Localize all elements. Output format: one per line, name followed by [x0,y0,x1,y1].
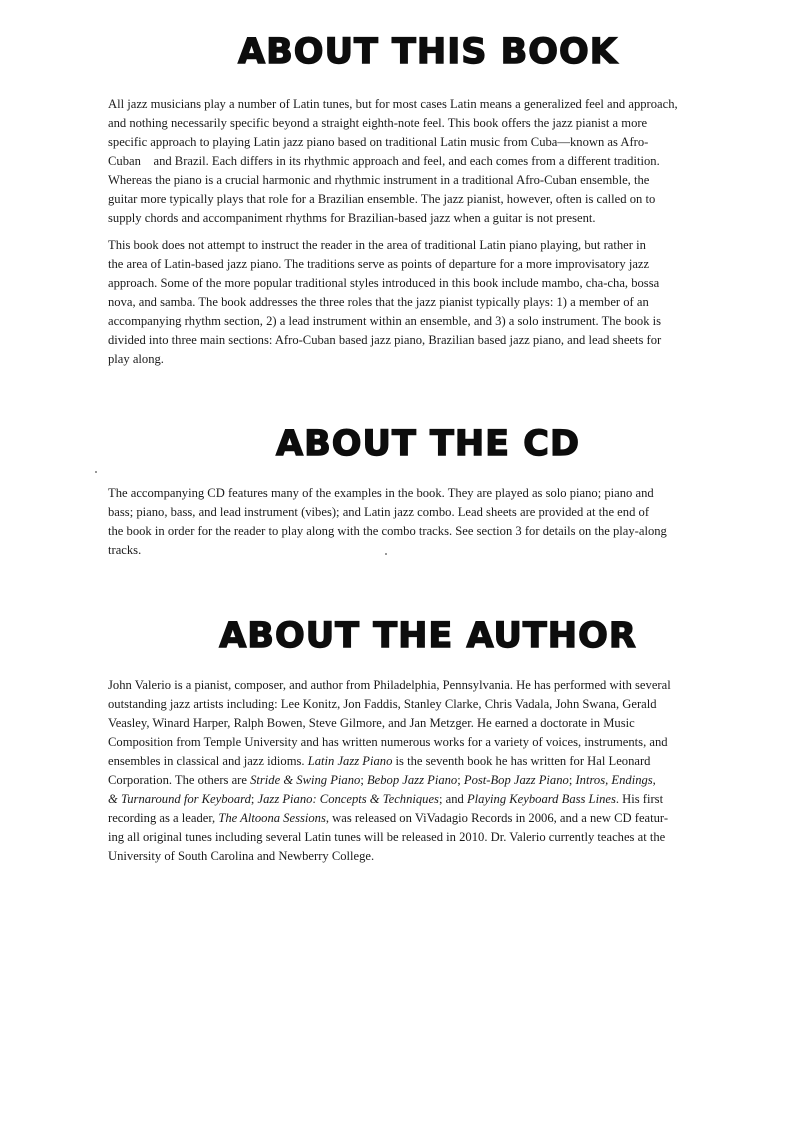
text-line [108,771,748,790]
text-run: ; [568,773,576,787]
text-run: . His first [615,792,664,806]
text-line: This book does not attempt to instruct the reader in the area of traditional Latin piano playing, but rather in [108,238,646,252]
text-line: ing all original tunes including several Latin tunes will be released in 2010. Dr. Valerio currently teaches at the [108,830,666,844]
book-title: Post-Bop Jazz Piano [463,773,569,787]
book-title: Playing Keyboard Bass Lines [466,792,616,806]
scan-speck [95,471,97,473]
text-line: Composition from Temple University and has written numerous works for a variety of voices, instruments, and [108,735,668,749]
text-line: divided into three main sections: Afro-Cuban based jazz piano, Brazilian based jazz piano, and lead sheets for [108,333,662,347]
scan-speck [385,553,387,555]
text-line: Whereas the piano is a crucial harmonic and rhythmic instrument in a traditional Afro-Cuban ensemble, the [108,173,650,187]
book-title: Latin Jazz Piano [307,754,393,768]
text-line [108,790,748,809]
text-line: supply chords and accompaniment rhythms for Brazilian-based jazz when a guitar is not present. [108,211,596,225]
book-title: Intros, Endings, [575,773,656,787]
text-line [108,752,748,771]
about-the-author-section [108,616,748,866]
text-line: All jazz musicians play a number of Latin tunes, but for most cases Latin means a generalized feel and approach, [108,97,678,111]
album-title: The Altoona Sessions [218,811,326,825]
text-run: ; [250,792,258,806]
book-paragraph-1 [108,95,748,228]
about-the-cd-section [108,424,748,560]
author-paragraph [108,676,748,866]
text-run: Corporation. The others are [108,773,251,787]
text-line: specific approach to playing Latin jazz piano based on traditional Latin music from Cuba—known as Afro- [108,135,649,149]
book-title: & Turnaround for Keyboard [108,792,251,806]
text-line: outstanding jazz artists including: Lee Konitz, Jon Faddis, Stanley Clarke, Chris Vadala, John Swana, Gerald [108,697,657,711]
text-run: , was released on ViVadagio Records in 2006, and a new CD featur- [325,811,669,825]
text-line: The accompanying CD features many of the examples in the book. They are played as solo piano; piano and [108,486,654,500]
text-run: ; [457,773,464,787]
text-line: and nothing necessarily specific beyond a straight eighth-note feel. This book offers the jazz pianist a more [108,116,648,130]
text-line: Cuban and Brazil. Each differs in its rhythmic approach and feel, and each comes from a different tradition. [108,154,660,168]
text-line: bass; piano, bass, and lead instrument (vibes); and Latin jazz combo. Lead sheets are provided at the end of [108,505,650,519]
about-the-cd-heading: ABOUT THE CD [276,424,580,464]
text-run: ensembles in classical and jazz idioms. [108,754,308,768]
text-run: ; [360,773,367,787]
text-line: University of South Carolina and Newberry College. [108,849,375,863]
text-line: accompanying rhythm section, 2) a lead instrument within an ensemble, and 3) a solo instrument. The book is [108,314,662,328]
text-run: ; and [438,792,467,806]
book-title: Jazz Piano: Concepts & Techniques [257,792,439,806]
text-line: the book in order for the reader to play along with the combo tracks. See section 3 for details on the play-along [108,524,667,538]
book-title: Bebop Jazz Piano [366,773,458,787]
book-title: Stride & Swing Piano [250,773,361,787]
about-this-book-heading: ABOUT THIS BOOK [238,32,618,72]
text-line: guitar more typically plays that role for a Brazilian ensemble. The jazz pianist, however, often is called on to [108,192,656,206]
text-line [108,809,748,828]
cd-paragraph [108,484,748,560]
text-line: Veasley, Winard Harper, Ralph Bowen, Steve Gilmore, and Jan Metzger. He earned a doctorate in Music [108,716,635,730]
text-line: nova, and samba. The book addresses the three roles that the jazz pianist typically plays: 1) a member of an [108,295,649,309]
about-this-book-section [108,32,748,369]
about-the-author-heading: ABOUT THE AUTHOR [219,616,637,656]
text-run: is the seventh book he has written for Hal Leonard [392,754,651,768]
text-line: John Valerio is a pianist, composer, and author from Philadelphia, Pennsylvania. He has performed with several [108,678,671,692]
text-line: tracks. [108,543,142,557]
text-run: recording as a leader, [108,811,219,825]
text-line: play along. [108,352,164,366]
text-line: approach. Some of the more popular traditional styles introduced in this book include mambo, cha-cha, bossa [108,276,660,290]
text-line: the area of Latin-based jazz piano. The traditions serve as points of departure for a more improvisatory jazz [108,257,650,271]
book-paragraph-2 [108,236,748,369]
